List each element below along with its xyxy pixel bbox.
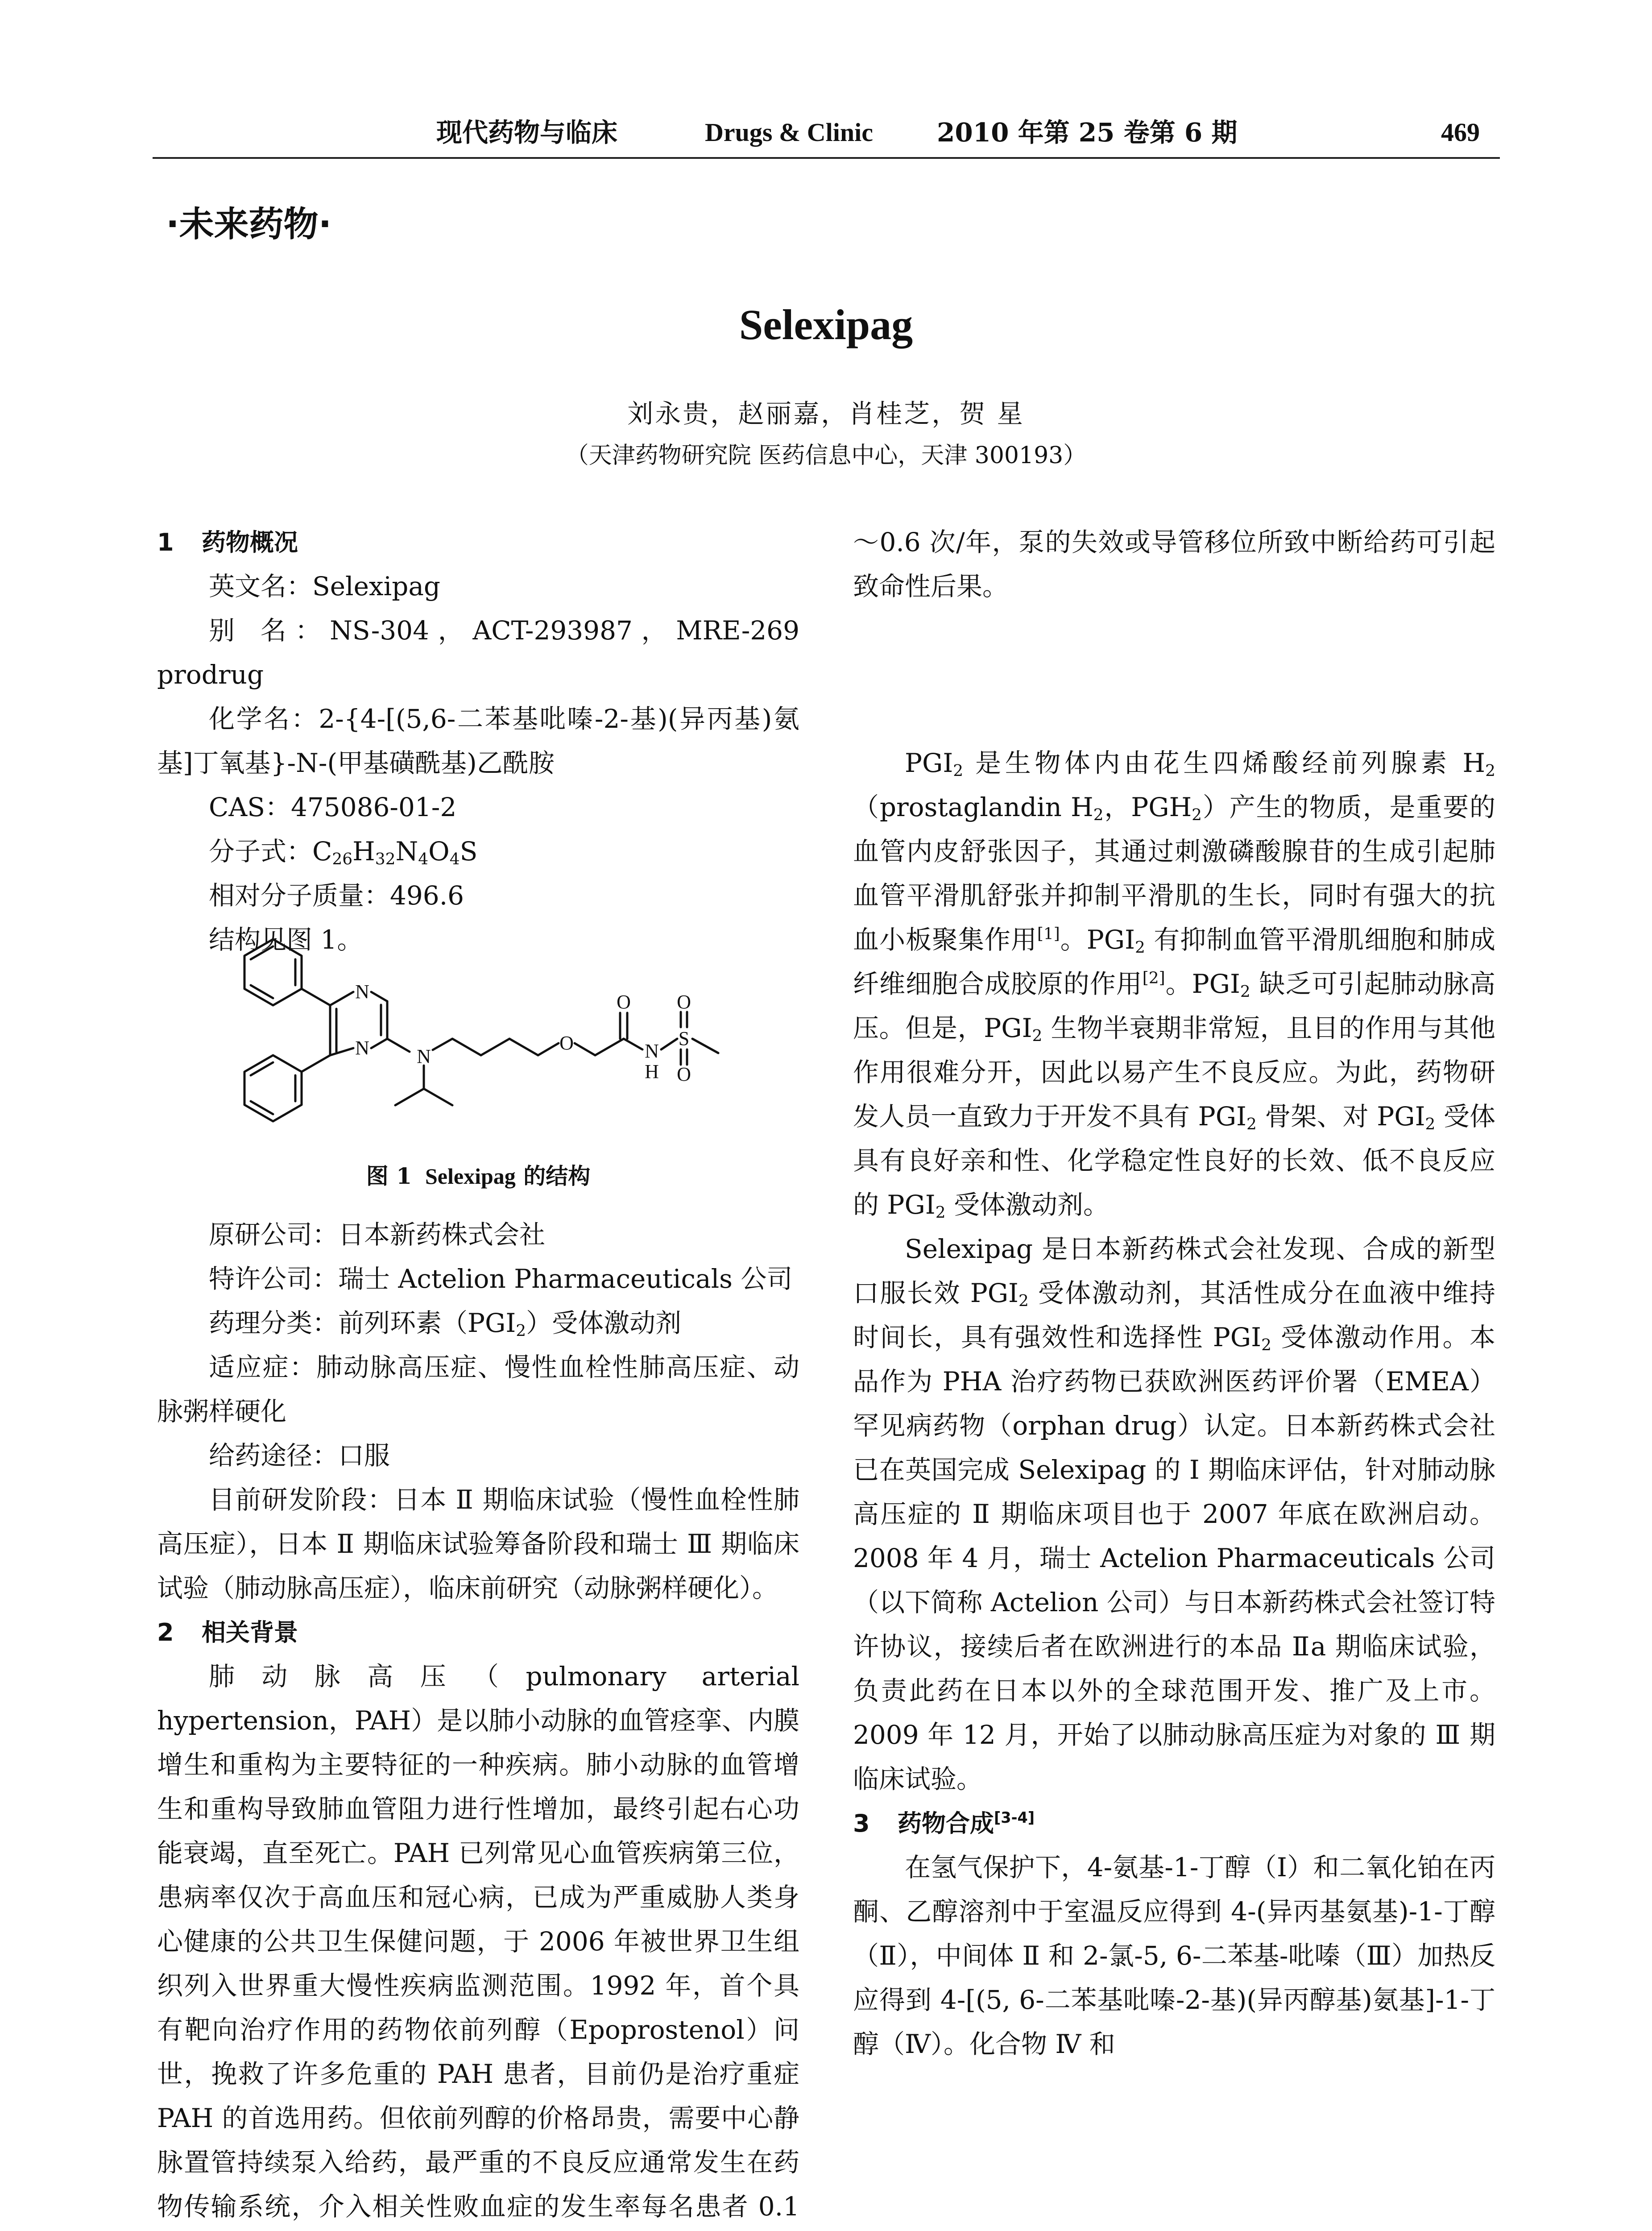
development-stage: 目前研发阶段：日本 Ⅱ 期临床试验（慢性血栓性肺高压症），日本 Ⅱ 期临床试验筹备阶段和瑞士 Ⅲ 期临床试验（肺动脉高压症），临床前研究（动脉粥样硬化）。 xyxy=(157,1485,799,1603)
indications: 适应症：肺动脉高压症、慢性血栓性肺高压症、动脉粥样硬化 xyxy=(157,1352,799,1427)
atom-o-sulfonyl-1: O xyxy=(677,991,691,1013)
article-title: Selexipag xyxy=(739,301,913,348)
column-tag: ·未来药物· xyxy=(166,204,332,245)
molecular-formula: 分子式：$C_{26}H_{32}N_4O_4S$ xyxy=(209,836,478,868)
atom-s: S xyxy=(678,1028,690,1049)
structure-reference: 结构见图 1。 xyxy=(209,925,363,955)
left-column-top xyxy=(157,520,799,962)
figure-caption: 图 1 Selexipag 的结构 xyxy=(366,1163,591,1189)
pyrazine-bond xyxy=(330,992,353,1005)
molecular-weight: 相对分子质量：496.6 xyxy=(209,880,464,911)
atom-o-carbonyl: O xyxy=(617,991,631,1013)
section-heading-3: 3 药物合成[3-4] xyxy=(853,1808,1035,1837)
background-paragraph-3: Selexipag 是日本新药株式会社发现、合成的新型口服长效 $PGI_2$ 受体激动剂，其活性成分在血液中维持时间长，具有强效性和选择性 $PGI_2$ 受体激动作用。本品作为 PHA 治疗药物已获欧洲医药评价署（EMEA）罕见病药物（orphan drug）认定。日本新药株式会社已在英国完成 Selexipag 的 Ⅰ 期临床评估，针对肺动脉高压症的 Ⅱ 期临床项目也于 2007 年底在欧洲启动。2008 年 4 月，瑞士 Actelion Pharmaceuticals 公司（以下简称 Actelion 公司）与日本新药株式会社签订特许协议，接续后者在欧洲进行的本品 Ⅱa 期临床试验，负责此药在日本以外的全球范围开发、推广及上市。2009 年 12 月，开始了以肺动脉高压症为对象的 Ⅲ 期临床试验。 xyxy=(853,1234,1495,1794)
synthesis-paragraph: 在氢气保护下，4-氨基-1-丁醇（Ⅰ）和二氧化铂在丙酮、乙醇溶剂中于室温反应得到 4-(异丙基氨基)-1-丁醇（Ⅱ），中间体 Ⅱ 和 2-氯-5, 6-二苯基-吡嗪（Ⅲ）加热反应得到 4-[(5, 6-二苯基吡嗪-2-基)(异丙醇基)氨基]-1-丁醇（Ⅳ）。化合物 Ⅳ 和 xyxy=(853,1852,1495,2059)
header-rule xyxy=(153,157,1500,159)
citation-2: [2] xyxy=(1142,969,1165,987)
background-paragraph-2: $PGI_2$ 是生物体内由花生四烯酸经前列腺素 $H_2(prostaglandin$ $H_2$，$PGH_2$）产生的物质，是重要的血管内皮舒张因子，其通过刺激磷酸腺苷的生成引起肺血管平滑肌舒张并抑制平滑肌的生长，同时有强大的抗血小板聚集作用[1]。$PGI_2$ 有抑制血管平滑肌细胞和肺成纤维细胞合成胶原的作用[2]。$PGI_2$ 缺乏可引起肺动脉高压。但是，$PGI_2$ 生物半衰期非常短，且目的作用与其他作用很难分开，因此以易产生不良反应。为此，药物研发人员一直致力于开发不具有 $PGI_2$ 骨架、对 $PGI_2$ 受体具有良好亲和性、化学稳定性良好的长效、低不良反应的 $PGI_2$ 受体激动剂。 xyxy=(853,748,1495,1222)
atom-n-pyrazine-1: N xyxy=(355,981,369,1003)
english-name: 英文名：Selexipag xyxy=(209,571,441,601)
administration-route: 给药途径：口服 xyxy=(209,1440,390,1471)
section-heading-2: 2 相关背景 xyxy=(157,1618,298,1646)
issue-info: 2010 年第 25 卷第 6 期 xyxy=(937,117,1238,148)
section-heading-1: 1 药物概况 xyxy=(157,528,298,556)
atom-n-pyrazine-2: N xyxy=(355,1037,369,1059)
citation-1: [1] xyxy=(1037,925,1060,943)
chemical-name: 化学名：2-{4-[(5,6-二苯基吡嗪-2-基)(异丙基)氨基]丁氧基}-N-(甲基磺酰基)乙酰胺 xyxy=(157,704,799,778)
affiliation: （天津药物研究院 医药信息中心，天津 300193） xyxy=(565,442,1087,469)
right-column xyxy=(853,520,1495,2066)
citation-3-4: [3-4] xyxy=(994,1808,1035,1826)
journal-name-cn: 现代药物与临床 xyxy=(436,117,618,148)
atom-o-ether: O xyxy=(559,1032,574,1054)
pharmacological-class: 药理分类：前列环素$(PGI_2)$受体激动剂 xyxy=(209,1308,682,1340)
alias-names: 别 名：NS-304，ACT-293987，MRE-269 prodrug xyxy=(157,615,799,690)
atom-o-sulfonyl-2: O xyxy=(677,1063,691,1085)
licensee-company: 特许公司：瑞士 Actelion Pharmaceuticals 公司 xyxy=(209,1264,793,1294)
background-paragraph-1: 肺动脉高压（pulmonary arterial hypertension，PAH）是以肺小动脉的血管痉挛、内膜增生和重构为主要特征的一种疾病。肺小动脉的血管增生和重构导致肺血管阻力进行性增加，最终引起右心功能衰竭，直至死亡。PAH 已列常见心血管疾病第三位，患病率仅次于高血压和冠心病，已成为严重威胁人类身心健康的公共卫生保健问题，于 2006 年被世界卫生组织列入世界重大慢性疾病监测范围。1992 年，首个具有靶向治疗作用的药物依前列醇（Epoprostenol）问世，挽救了许多危重的 PAH 患者，目前仍是治疗重症 PAH 的首选用药。但依前列醇的价格昂贵，需要中心静脉置管持续泵入给药，最严重的不良反应通常发生在药物传输系统，介入相关性败血症的发生率每名患者 0.1 xyxy=(157,1661,799,2222)
atom-n-amide: N xyxy=(645,1040,659,1062)
originator-company: 原研公司：日本新药株式会社 xyxy=(209,1219,546,1250)
page-number: 469 xyxy=(1441,118,1480,147)
authors: 刘永贵，赵丽嘉，肖桂芝，贺 星 xyxy=(627,398,1025,429)
journal-name-en: Drugs & Clinic xyxy=(705,118,873,147)
left-column-bottom xyxy=(157,1213,799,2228)
selexipag-structure-diagram xyxy=(196,924,758,1174)
atom-h-amide: H xyxy=(645,1061,659,1082)
background-paragraph-1-continued: ～0.6 次/年，泵的失效或导管移位所致中断给药可引起致命性后果。 xyxy=(853,527,1495,601)
cas-number: CAS：475086-01-2 xyxy=(209,792,457,822)
phenyl-ring-lower xyxy=(244,1055,302,1121)
phenyl-ring-upper xyxy=(244,939,302,1005)
atom-n-amine: N xyxy=(417,1045,431,1067)
